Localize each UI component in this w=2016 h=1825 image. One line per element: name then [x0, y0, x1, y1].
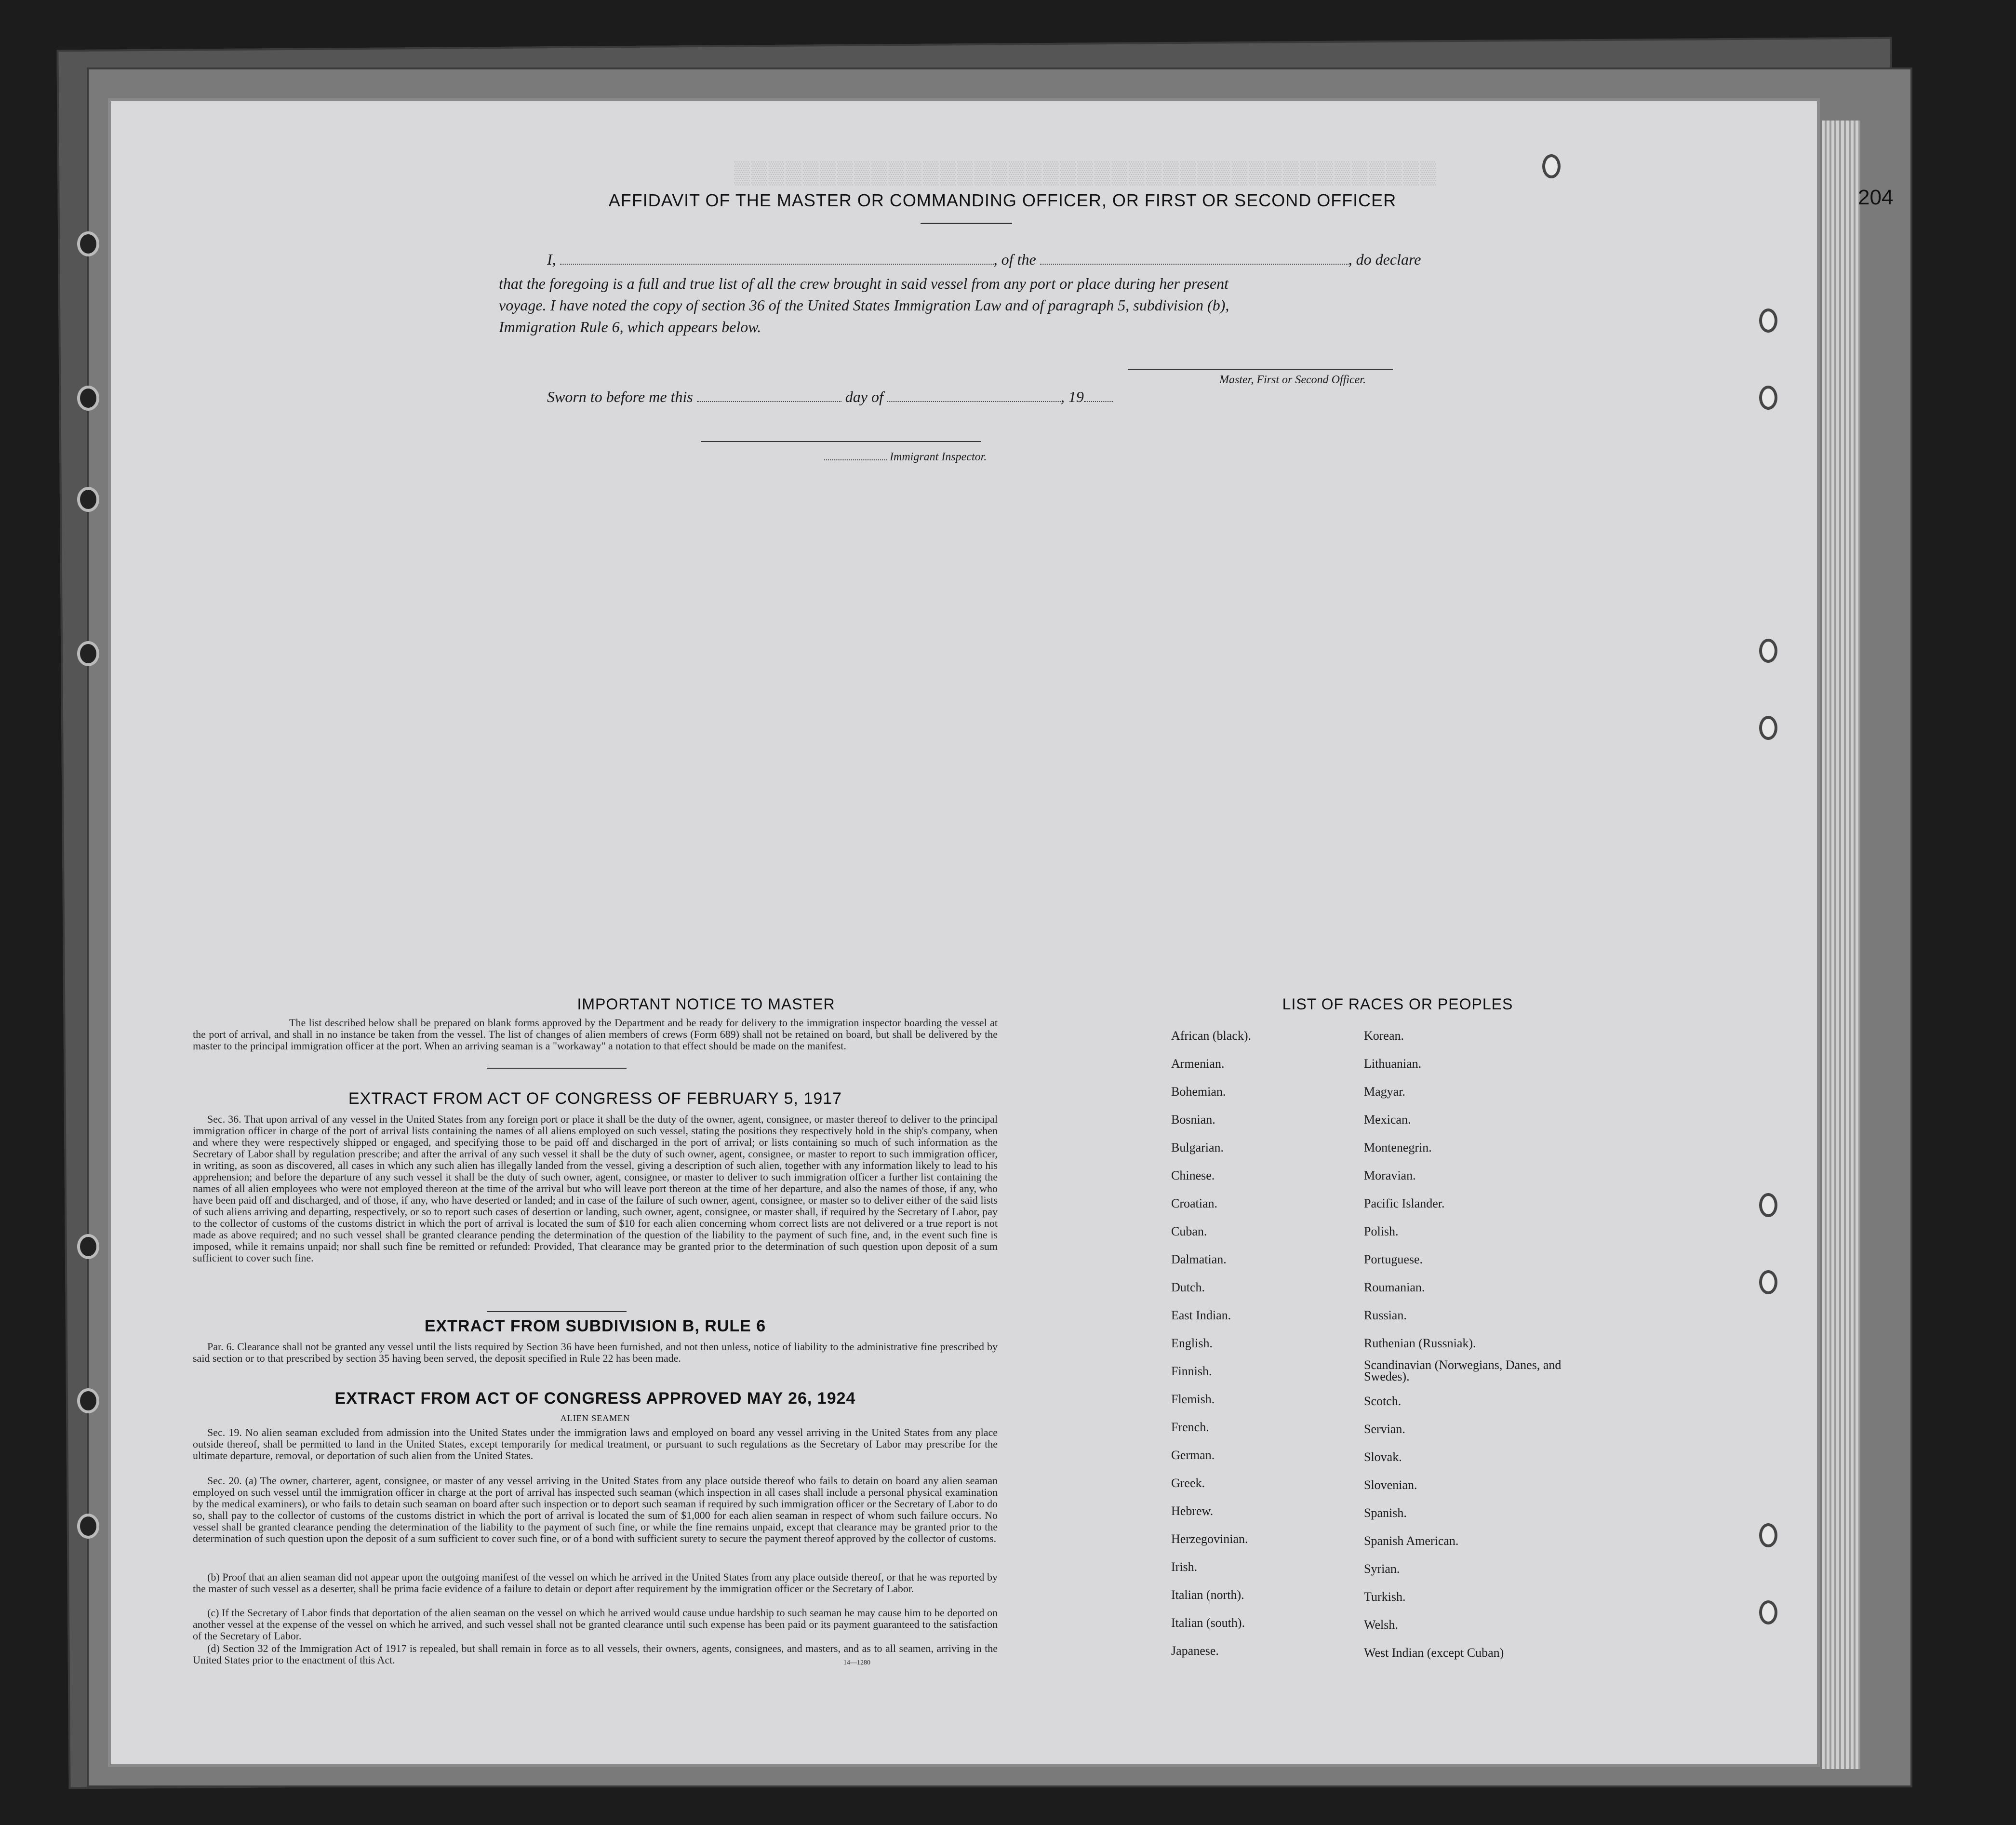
sworn-label: Sworn to before me this — [547, 388, 693, 405]
sec20b-text: (b) Proof that an alien seaman did not appear upon the outgoing manifest of the vessel on which he arrived in the United States from any place outside thereof, or that he was reported by the master of such vessel as a deserter, shall be prima facie evidence of a failure to detain or deport after requirement by the immigration officer or the Secretary of Labor. — [193, 1571, 998, 1595]
year-prefix: , 19 — [1060, 388, 1084, 405]
binder-hole — [77, 487, 99, 512]
sec20a-text: Sec. 20. (a) The owner, charterer, agent, consignee, or master of any vessel arriving in the United States from any place outside thereof who fails to detain on board any alien seaman employed on such vessel until the immigration officer in charge at the port of arrival has inspected such seaman (which inspection in all cases shall include a personal physical examination by the medical examiners), or who fails to detain such seaman on board after such inspection or to deport such seaman if required by such immigration officer or the Secretary of Labor to do so, shall pay to the collector of customs of the customs district in which the port of arrival is located the sum of $1,000 for each alien seaman in respect of whom such failure occurs. No vessel shall be granted clearance pending the determination of the liability to the payment of such fine, or while the fine remains unpaid, except that clearance may be granted prior to the determination of such question upon the deposit of a sum sufficient to cover such fine, or of a bond with sufficient surety to secure the payment thereof approved by the collector of customs. — [193, 1475, 998, 1544]
race-item: Korean. — [1364, 1029, 1404, 1043]
races-right-column — [1364, 1022, 1566, 1667]
race-item: Moravian. — [1364, 1168, 1416, 1182]
binder-hole — [77, 1234, 99, 1259]
race-item: Greek. — [1171, 1476, 1205, 1490]
race-item: German. — [1171, 1448, 1215, 1462]
inspector-label: Immigrant Inspector. — [890, 451, 987, 463]
sworn-month-blank[interactable] — [887, 389, 1061, 402]
sec20c-text: (c) If the Secretary of Labor finds that deportation of the alien seaman on the vessel on which he arrived would cause undue hardship to such seaman he may cause him to be deported on another vessel at the expense of the vessel on which he arrived, and such vessel shall not be granted clearance until such expense has been paid or its payment guaranteed to the satisfaction of the Secretary of Labor. — [193, 1607, 998, 1642]
race-item: Herzegovinian. — [1171, 1532, 1248, 1546]
race-item: French. — [1171, 1420, 1209, 1434]
page-hole — [1759, 1523, 1777, 1547]
race-item: Servian. — [1364, 1422, 1405, 1436]
extract-rule6-body: Par. 6. Clearance shall not be granted any vessel until the lists required by Section 36 have been furnished, and not then unless, notice of liability to the administrative fine prescribed by said section or to that prescribed by section 35 having been served, the deposit specified in Rule 22 has been made. — [193, 1341, 998, 1364]
race-item: Spanish. — [1364, 1506, 1407, 1520]
extract-1917-title: EXTRACT FROM ACT OF CONGRESS OF FEBRUARY 5, 1917 — [348, 1089, 842, 1108]
sec19-text: Sec. 19. No alien seaman excluded from admission into the United States under the immigration laws and employed on board any vessel arriving in the United States from any place outside thereof, shall be permitted to land in the United States, except temporarily for medical treatment, or pursuant to such regulations as the Secretary of Labor may prescribe for the ultimate departure, removal, or deportation of such alien from the United States. — [193, 1426, 998, 1462]
race-item: Turkish. — [1364, 1590, 1406, 1604]
race-item: Portuguese. — [1364, 1252, 1423, 1266]
race-item: Pacific Islander. — [1364, 1196, 1445, 1210]
page-hole — [1759, 386, 1777, 410]
race-item: Bulgarian. — [1171, 1141, 1224, 1154]
page-hole — [1759, 309, 1777, 333]
race-item: Mexican. — [1364, 1113, 1411, 1127]
day-of-label: day of — [845, 388, 883, 405]
sworn-year-blank[interactable] — [1084, 389, 1113, 402]
page-hole — [1759, 1600, 1777, 1624]
race-item: Hebrew. — [1171, 1504, 1214, 1518]
race-item: Italian (south). — [1171, 1616, 1245, 1630]
race-item: Roumanian. — [1364, 1280, 1425, 1294]
of-the-label: , of the — [993, 251, 1036, 268]
extract-1917-body: Sec. 36. That upon arrival of any vessel in the United States from any foreign port or place it shall be the duty of the owner, agent, consignee, or master thereof to deliver to the principal immigration officer in charge of the port of arrival lists containing the names of all aliens employed on such vessel, stating the positions they respectively hold in the ship's company, when and where they were respectively shipped or engaged, and specifying those to be paid off and discharged in the port of arrival; or lists containing so much of such information as the Secretary of Labor shall by regulation prescribe; and after the arrival of any such vessel it shall be the duty of such owner, agent, consignee, or master to report to such immigration officer, in writing, as soon as discovered, all cases in which any such alien has illegally landed from the vessel, giving a description of such alien, together with any information likely to lead to his apprehension; and before the departure of any such vessel it shall be the duty of such owner, agent, consignee, or master to deliver to such immigration officer a further list containing the names of all alien employees who were not employed thereon at the time of the arrival but who will leave port thereon at the time of her departure, and also the names of those, if any, who have been paid off and discharged, and of those, if any, who have deserted or landed; and in case of the failure of such owner, agent, consignee, or master so to deliver either of the said lists of such aliens arriving and departing, respectively, or so to report such cases of desertion or landing, such owner, agent, consignee, or master shall, if required by the Secretary of Labor, pay to the collector of customs of the customs district in which the port of arrival is located the sum of $10 for each alien concerning whom correct lists are not delivered or a true report is not made as above required; and no such vessel shall be granted clearance pending the determination of the question of the liability to the payment of such fine, and, in the event such fine is imposed, while it remains unpaid; nor shall such fine be remitted or refunded: Provided, That clearance may be granted prior to the determination of such question upon deposit of a sum sufficient to cover such fine. — [193, 1113, 998, 1264]
race-item: Finnish. — [1171, 1364, 1212, 1378]
race-item: Russian. — [1364, 1308, 1407, 1322]
bleed-through-header: ▒▒▒▒▒▒▒▒▒▒▒▒▒▒▒▒▒▒▒▒▒▒▒▒▒▒▒▒▒▒▒▒▒▒▒▒▒▒▒▒▒ — [733, 160, 1436, 185]
notice-title: IMPORTANT NOTICE TO MASTER — [577, 995, 835, 1013]
name-blank[interactable] — [560, 252, 994, 265]
race-item: Slovenian. — [1364, 1478, 1417, 1492]
alien-seamen-subtitle: ALIEN SEAMEN — [560, 1413, 630, 1423]
extract-rule6-title: EXTRACT FROM SUBDIVISION B, RULE 6 — [424, 1317, 766, 1335]
race-item: Bohemian. — [1171, 1085, 1226, 1099]
page-hole — [1759, 716, 1777, 740]
notice-body: The list described below shall be prepared on blank forms approved by the Department and be ready for delivery to the immigration inspector boarding the vessel at the port of arrival, and shall in no instance be taken from the vessel. The list of changes of alien members of crews (Form 689) shall not be retained on board, but shall be delivered by the master to the principal immigration officer at the port. When an arriving seaman is a "workaway" a notation to that effect should be made on the manifest. — [193, 1017, 998, 1052]
page-hole — [1759, 1193, 1777, 1217]
race-item: Magyar. — [1364, 1085, 1405, 1099]
affidavit-text-line-1: that the foregoing is a full and true list of all the crew brought in said vessel from any port or place during her present — [499, 275, 1228, 292]
master-signature-line[interactable] — [1128, 369, 1393, 370]
inspector-line — [824, 451, 987, 464]
page-number: 204 — [1858, 186, 1894, 209]
form-number: 14—1280 — [843, 1659, 870, 1666]
race-item: Bosnian. — [1171, 1113, 1215, 1127]
affidavit-text-line-2: voyage. I have noted the copy of section 36 of the United States Immigration Law and of paragraph 5, subdivision (b), — [499, 296, 1229, 314]
race-item: East Indian. — [1171, 1308, 1231, 1322]
race-item: English. — [1171, 1336, 1213, 1350]
manifest-page — [111, 101, 1817, 1764]
page-hole — [1759, 639, 1777, 663]
affidavit-declaration-line — [547, 251, 1421, 268]
vessel-blank[interactable] — [1040, 252, 1348, 265]
race-item: African (black). — [1171, 1029, 1252, 1043]
races-left-column — [1171, 1022, 1251, 1665]
race-item: Italian (north). — [1171, 1588, 1244, 1602]
race-item: Slovak. — [1364, 1450, 1402, 1464]
race-item: Cuban. — [1171, 1224, 1207, 1238]
race-item: Montenegrin. — [1364, 1141, 1432, 1154]
sworn-day-blank[interactable] — [697, 389, 841, 402]
master-signature-label: Master, First or Second Officer. — [1219, 374, 1366, 386]
section-rule — [487, 1311, 627, 1312]
section-rule — [487, 1068, 627, 1069]
sec20d-text: (d) Section 32 of the Immigration Act of 1917 is repealed, but shall remain in force as to all vessels, their owners, agents, consignees, and masters, and as to all seamen, arriving in the United States prior to the enactment of this Act. — [193, 1642, 998, 1666]
race-item: Syrian. — [1364, 1562, 1400, 1576]
race-item: Lithuanian. — [1364, 1057, 1422, 1071]
race-item: Scotch. — [1364, 1394, 1402, 1408]
affidavit-title: AFFIDAVIT OF THE MASTER OR COMMANDING OFFICER, OR FIRST OR SECOND OFFICER — [608, 190, 1397, 210]
race-item: Armenian. — [1171, 1057, 1225, 1071]
binder-hole — [77, 1388, 99, 1413]
sworn-line — [547, 388, 1113, 406]
do-declare-label: , do declare — [1348, 251, 1421, 268]
race-item: Ruthenian (Russniak). — [1364, 1336, 1476, 1350]
binder-hole — [77, 386, 99, 411]
race-item: Polish. — [1364, 1224, 1399, 1238]
page-stack-edge — [1822, 121, 1860, 1769]
race-item: West Indian (except Cuban) — [1364, 1646, 1504, 1660]
i-label: I, — [547, 251, 556, 268]
page-hole — [1759, 1270, 1777, 1294]
race-item: Irish. — [1171, 1560, 1198, 1574]
races-title: LIST OF RACES OR PEOPLES — [1282, 995, 1513, 1013]
race-item: Chinese. — [1171, 1168, 1215, 1182]
race-item: Dutch. — [1171, 1280, 1205, 1294]
race-item: Welsh. — [1364, 1618, 1398, 1632]
binder-hole — [77, 1514, 99, 1539]
race-item: Spanish American. — [1364, 1534, 1459, 1548]
race-item: Croatian. — [1171, 1196, 1218, 1210]
race-item: Scandinavian (Norwegians, Danes, and Swedes). — [1364, 1358, 1562, 1383]
inspector-signature-line[interactable] — [701, 441, 981, 442]
title-rule — [921, 223, 1012, 224]
race-item: Japanese. — [1171, 1644, 1219, 1658]
affidavit-text-line-3: Immigration Rule 6, which appears below. — [499, 318, 761, 335]
binder-hole — [77, 231, 99, 256]
binder-hole — [77, 641, 99, 666]
race-item: Dalmatian. — [1171, 1252, 1227, 1266]
inspector-blank[interactable] — [824, 452, 887, 460]
race-item: Flemish. — [1171, 1392, 1215, 1406]
extract-1924-title: EXTRACT FROM ACT OF CONGRESS APPROVED MAY 26, 1924 — [334, 1389, 856, 1408]
page-hole — [1542, 154, 1561, 178]
